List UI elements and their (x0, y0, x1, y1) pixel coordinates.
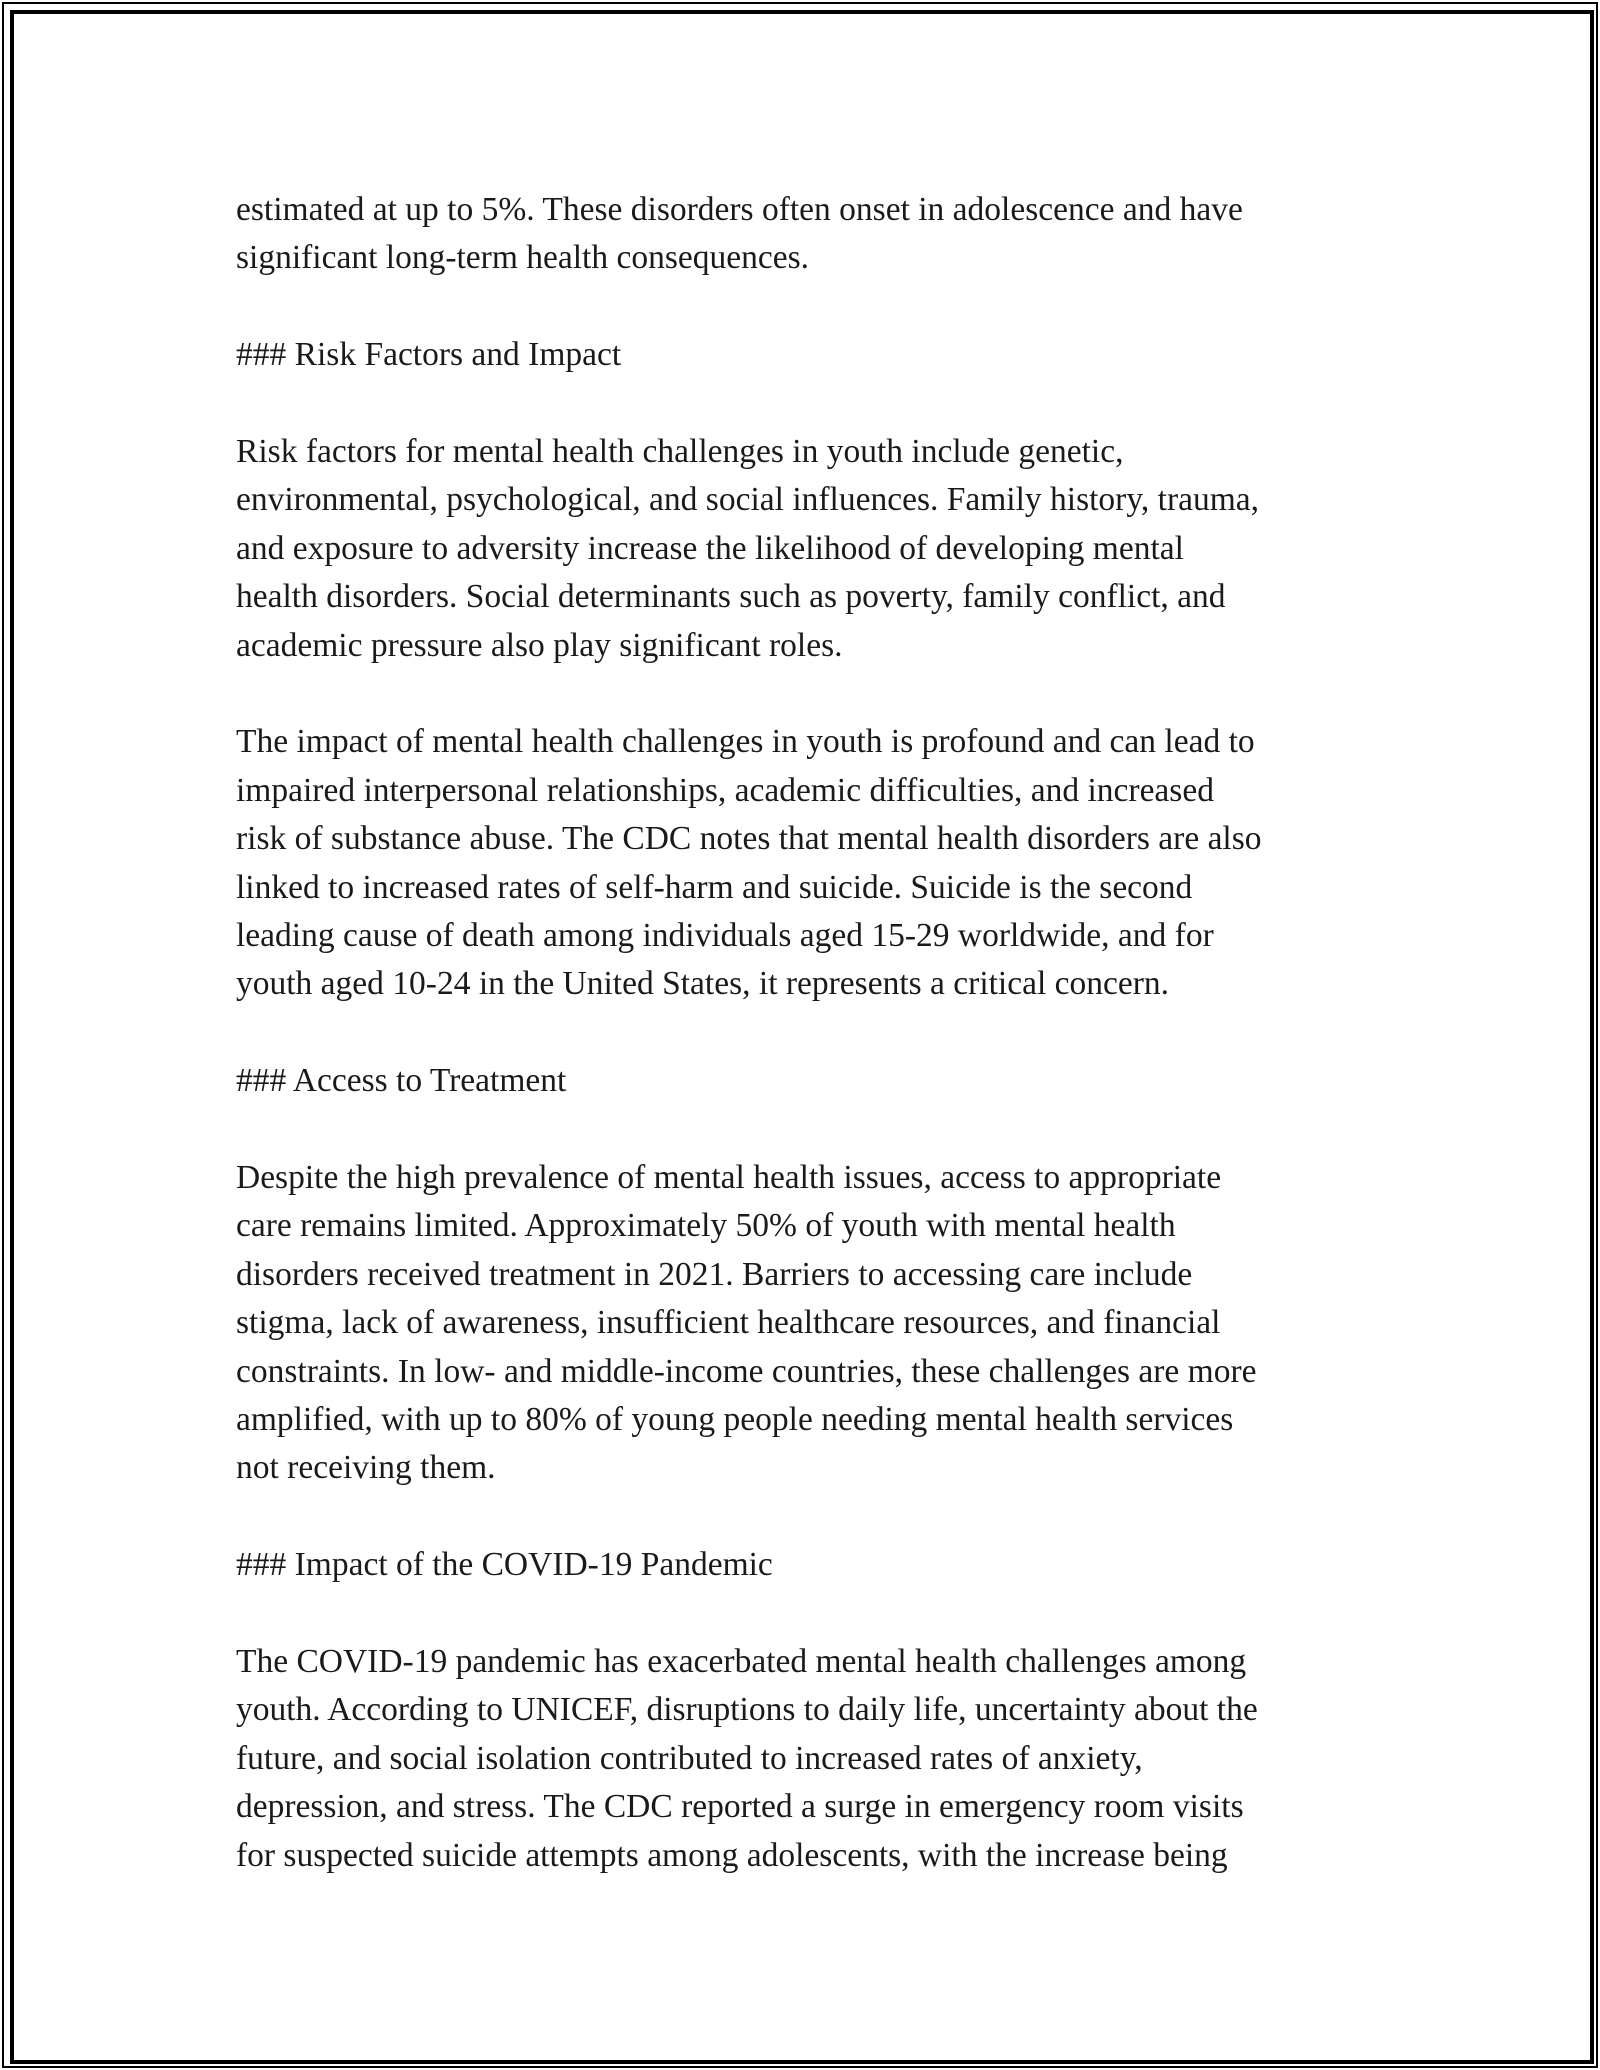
text-line: impaired interpersonal relationships, academic difficulties, and increased (236, 771, 1214, 809)
text-line: future, and social isolation contributed to increased rates of anxiety, (236, 1739, 1143, 1777)
text-line: The impact of mental health challenges in youth is profound and can lead to (236, 723, 1255, 761)
heading-text: ### Impact of the COVID-19 Pandemic (236, 1546, 773, 1584)
text-line: The COVID-19 pandemic has exacerbated mental health challenges among (236, 1643, 1247, 1681)
text-line: leading cause of death among individuals aged 15-29 worldwide, and for (236, 917, 1214, 955)
text-line: Risk factors for mental health challenges in youth include genetic, (236, 433, 1124, 470)
text-line: linked to increased rates of self-harm and suicide. Suicide is the second (236, 868, 1193, 906)
text-line: academic pressure also play significant roles. (236, 626, 843, 664)
text-line: amplified, with up to 80% of young people needing mental health services (236, 1401, 1234, 1439)
heading-text: ### Access to Treatment (236, 1062, 567, 1100)
section-heading-access-to-treatment (236, 1057, 1366, 1105)
section-heading-covid-impact (236, 1541, 1366, 1589)
text-line: risk of substance abuse. The CDC notes that mental health disorders are also (236, 820, 1262, 858)
section-heading-risk-factors (236, 331, 1366, 379)
text-line: for suspected suicide attempts among adolescents, with the increase being (236, 1836, 1228, 1874)
text-line: care remains limited. Approximately 50% of youth with mental health (236, 1207, 1176, 1245)
text-line: depression, and stress. The CDC reported a surge in emergency room visits (236, 1788, 1244, 1826)
document-body (236, 186, 1366, 1880)
text-line: significant long-term health consequences. (236, 239, 810, 277)
text-line: and exposure to adversity increase the likelihood of developing mental (236, 529, 1184, 567)
text-line: constraints. In low- and middle-income countries, these challenges are more (236, 1352, 1257, 1390)
text-line: Despite the high prevalence of mental health issues, access to appropriate (236, 1159, 1222, 1197)
paragraph-intro-continuation (236, 186, 1366, 283)
text-line: youth aged 10-24 in the United States, it represents a critical concern. (236, 965, 1170, 1003)
text-line: not receiving them. (236, 1449, 496, 1487)
paragraph-covid-impact (236, 1638, 1366, 1880)
text-line: stigma, lack of awareness, insufficient healthcare resources, and financial (236, 1304, 1221, 1342)
text-line: youth. According to UNICEF, disruptions to daily life, uncertainty about the (236, 1691, 1258, 1729)
paragraph-impact (236, 718, 1366, 1008)
paragraph-risk-factors (236, 428, 1366, 670)
text-line: health disorders. Social determinants such as poverty, family conflict, and (236, 578, 1226, 616)
text-line: disorders received treatment in 2021. Barriers to accessing care include (236, 1255, 1193, 1293)
text-line: estimated at up to 5%. These disorders often onset in adolescence and have (236, 191, 1243, 228)
text-line: environmental, psychological, and social influences. Family history, trauma, (236, 481, 1260, 519)
paragraph-access-to-treatment (236, 1154, 1366, 1493)
heading-text: ### Risk Factors and Impact (236, 336, 622, 374)
